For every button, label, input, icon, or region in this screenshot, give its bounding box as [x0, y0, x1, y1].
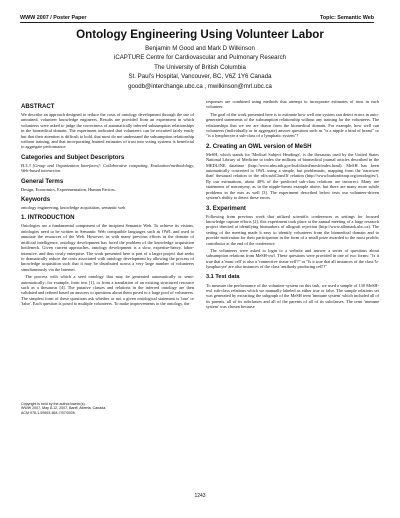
- paper-title: Ontology Engineering Using Volunteer Labor: [76, 28, 324, 41]
- section-3-heading: 3. Experiment: [206, 204, 246, 212]
- page-number: 1243: [194, 493, 206, 499]
- abstract-text: We describe an approach designed to reduce the costs of ontology development through the use of untrained, volunteer knowledge engineers. Results are provided from an experiment in which volunteers were asked to judge the correctness of automatically inferred subsumption relationships in the biomedical domain. The experiment indicated that volunteers can be recruited fairly easily but that their attention is difficult to hold, that most do not understand the subsumption relationship without training, and that incorporating learned estimates of trust into voting systems is beneficial to aggregate performance.: [21, 112, 194, 150]
- categories-heading: Categories and Subject Descriptors: [21, 153, 125, 161]
- introduction-heading: 1. INTRODUCTION: [21, 214, 75, 222]
- author-emails: goodb@interchange.ubc.ca , mwilkinson@mrl.ubc.ca: [128, 82, 272, 90]
- section-3-1-heading: 3.1 Test data: [206, 273, 240, 280]
- header-venue: WWW 2007 / Poster Paper: [20, 15, 87, 21]
- author-block: [0, 44, 400, 91]
- section-3-paragraph-2: The volunteers were asked to login to a website and answer a series of questions about subsumption relations from MeSH-owl. These questions were provided in one of two forms: "Is it true that a 'mast cell' is also a 'connective tissue cell'?" or "Is it true that all instances of the class 'b-lymphocyte' are also instances of the class 'antibody producing cell'?": [206, 247, 379, 270]
- section-3-paragraph-1: Following from previous work that utilized scientific conferences as settings for focused knowledge capture efforts [2], this experiment took place at the annual meeting of a large research project directed at identifying biomarkers of allograft rejection (http://www.allomark.ubc.ca). The setting of the meeting made it easy to identify volunteers from the biomedical domain and to provide motivation for their participation in the form of a small prize awarded to the most prolific contributor at the end of the conference.: [206, 213, 379, 246]
- general-terms-text: Design, Economics, Experimentation, Human Factors.: [21, 186, 116, 192]
- section-2-paragraph: MeSH, which stands for 'Medical Subject Headings', is the thesaurus used by the United States National Library of Medicine to index the millions of biomedical journal articles described in the MEDLINE database (http://www.nlm.nih.gov/bsd/disted/mesh/index.html). MeSH has been automatically converted to OWL using a simple, but problematic, mapping from the 'narrower than' thesaural relation to the rdfs:subClassOf relation (http://www.burkinfotrap.org/ontologies/). By our estimations, about 40% of the predicted sub-class relations are incorrect. Many are statements of meronymy, as in the nipple-breast example above, but there are many more subtle problems in the mix as well [3]. The experiment described below tests our volunteer-driven system's ability to detect these errors.: [206, 151, 379, 201]
- affiliation-university: The University of British Columbia: [154, 63, 246, 71]
- keywords-heading: Keywords: [21, 196, 51, 204]
- section-2-heading: 2. Creating an OWL version of MeSH: [206, 142, 312, 150]
- affiliation-centre: iCAPTURE Centre for Cardiovascular and Pulmonary Research: [113, 54, 287, 62]
- affiliation-address: St. Paul's Hospital, Vancouver, BC, V6Z 1Y6 Canada: [128, 73, 272, 81]
- intro-goal-paragraph: The goal of the work presented here is to estimate how well one system can detect errors in auto-generated statements of the subsumption relationship without any training for the volunteers. The relationships that we see are drawn from the biomedical domain. For example, how well can volunteers (individually or in aggregate) answer questions such as "is a nipple a kind of breast" or "is a lymphocyte a sub-class of a lymphatic system"?: [206, 111, 379, 139]
- copyright-line-1: Copyright is held by the author/owner(s).: [21, 402, 86, 406]
- keywords-text: ontology engineering, knowledge acquisition, semantic web: [21, 205, 126, 211]
- categories-text: H.5.3 [Group and Organization Interfaces]: Collaborative computing, Evaluation/methodology, Web-based interaction.: [21, 162, 194, 174]
- copyright-line-3: ACM 978-1-59593-654-7/07/0005.: [21, 410, 76, 415]
- intro-continuation: responses are combined using methods that attempt to incorporate estimates of trust in each volunteer.: [206, 99, 379, 110]
- abstract-heading: ABSTRACT: [21, 103, 55, 110]
- copyright-notice: [21, 402, 141, 415]
- introduction-paragraph-1: Ontologies are a fundamental component of the incipient Semantic Web. To achieve its visions, ontologies need to be written in Semantic Web compatible languages such as OWL and used to annotate the resources of the Web. However, as with many previous efforts in the domain of artificial intelligence, ontology development has faced the problem of the knowledge acquisition bottleneck. Given current approaches, ontology development is a slow, expertise-heavy, labor-intensive, and thus costly enterprise. The work presented here is part of a larger project that seeks to dramatically reduce the costs associated with ontology development by allowing the process of knowledge acquisition such that it may be distributed across a very large number of volunteers simultaneously via the Internet.: [21, 223, 194, 272]
- section-3-1-paragraph: To measure the performance of the volunteer-system on this task, we used a sample of 130 MeSH-owl sub-class relations which we manually labeled as either true or false. The sample relations set was generated by extracting the subgraph of the MeSH term 'immune system' which included all of its parents, all of its subclasses and all of the parents of all of its subclasses. The term 'immune system' was chosen because: [206, 282, 379, 310]
- introduction-paragraph-2: The process with which a seed ontology that may be generated automatically or semi-automatically; for example, from text [1], or from a translation of an existing structured resource such as a thesaurus [4]. The putative classes and relations in the inferred ontology are then validated and refined based on answers to questions about them posed to a large pool of volunteers. The simplest form of these questions ask whether or not a given ontological statement is 'true' or 'false'. Each question is posed to multiple volunteers. To make improvements to the ontology, the: [21, 274, 194, 307]
- right-column: [206, 99, 379, 312]
- header-topic: Topic: Semantic Web: [319, 15, 374, 21]
- author-names: Benjamin M Good and Mark D Wilkinson: [145, 45, 255, 52]
- general-terms-heading: General Terms: [21, 177, 64, 185]
- header-rule: [20, 22, 374, 23]
- left-column: [21, 99, 194, 309]
- copyright-line-2: WWW 2007, May 8-12, 2007, Banff, Alberta, Canada.: [21, 406, 107, 411]
